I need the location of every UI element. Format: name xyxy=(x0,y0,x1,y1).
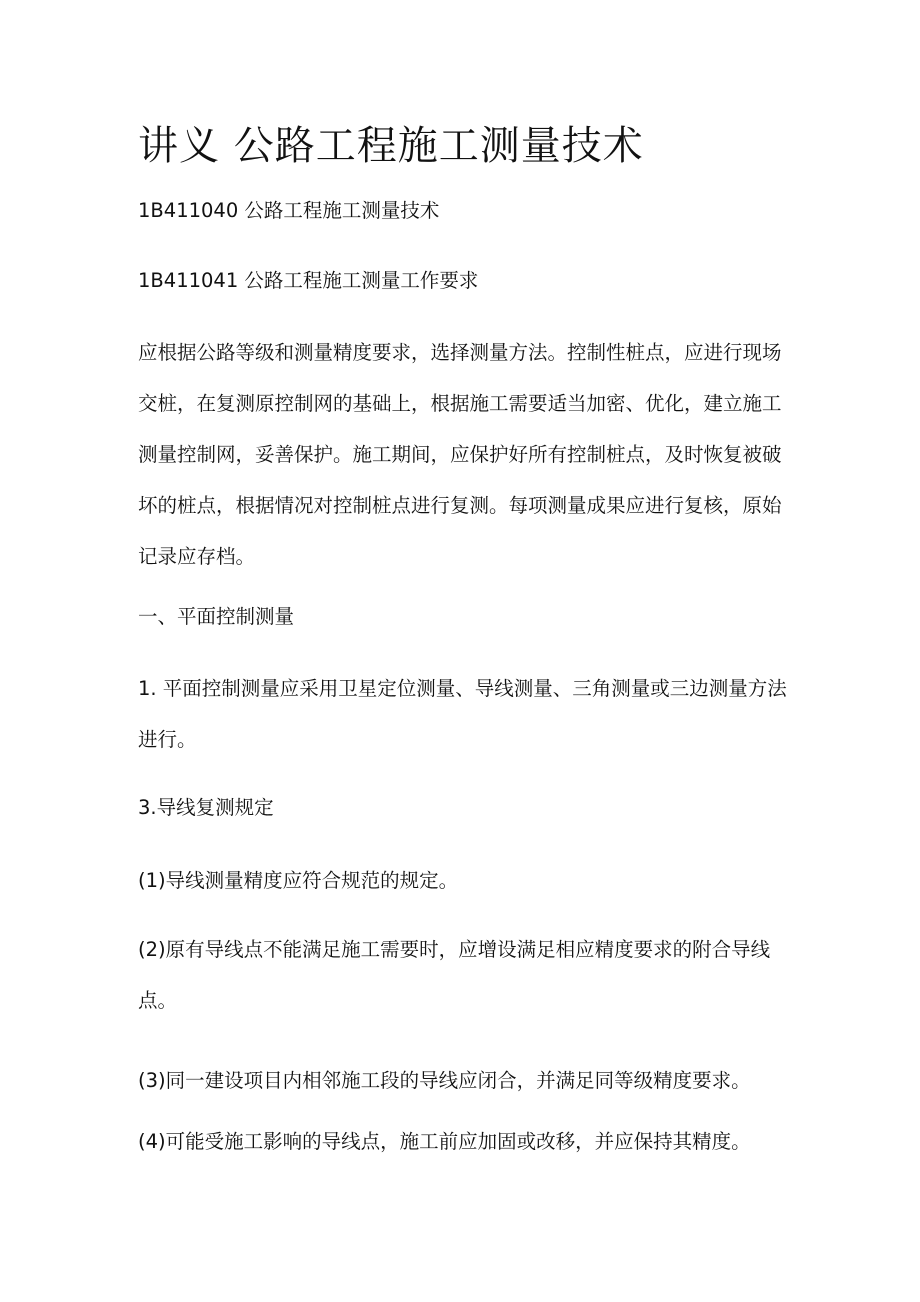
document-title: 讲义 公路工程施工测量技术 xyxy=(138,123,644,169)
section-plane-control: 一、平面控制测量 xyxy=(138,605,295,628)
item-3-heading: 3.导线复测规定 xyxy=(138,796,274,819)
sub-item-1: (1)导线测量精度应符合规范的规定。 xyxy=(138,869,459,892)
intro-paragraph: 应根据公路等级和测量精度要求，选择测量方法。控制性桩点，应进行现场交桩，在复测原控制网的基础上，根据施工需要适当加密、优化，建立施工测量控制网，妥善保护。施工期间，应保护好所有控制桩点，及时恢复被破坏的桩点，根据情况对控制桩点进行复测。每项测量成果应进行复核，原始记录应存档。 xyxy=(138,341,782,568)
sub-item-4: (4)可能受施工影响的导线点，施工前应加固或改移，并应保持其精度。 xyxy=(138,1130,751,1153)
item-1-paragraph: 1. 平面控制测量应采用卫星定位测量、导线测量、三角测量或三边测量方法进行。 xyxy=(138,677,787,751)
sub-item-3: (3)同一建设项目内相邻施工段的导线应闭合，并满足同等级精度要求。 xyxy=(138,1069,751,1092)
heading-1b411040: 1B411040 公路工程施工测量技术 xyxy=(138,199,440,222)
sub-item-2: (2)原有导线点不能满足施工需要时，应增设满足相应精度要求的附合导线点。 xyxy=(138,938,771,1012)
heading-1b411041: 1B411041 公路工程施工测量工作要求 xyxy=(138,269,479,292)
